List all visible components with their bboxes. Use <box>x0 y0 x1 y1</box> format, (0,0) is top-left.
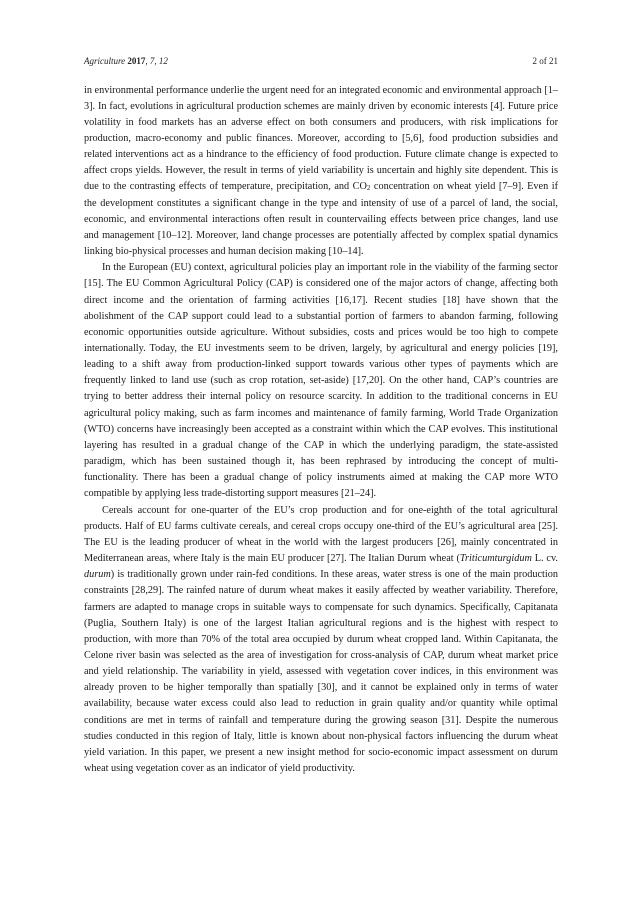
paragraph-continued <box>84 83 558 261</box>
paragraph-text: concentration on wheat yield [7–9]. Even if the development constitutes a significant change in the type and intensity of use of a parcel of land, the social, economic, and environmental interactions often result in countervailing effects between price changes, land use and management [10–12]. Moreover, land change processes are potentially affected by complex spatial dynamics linking bio-physical processes and human decision making [10–14]. <box>84 181 558 258</box>
paragraph-eu-context: In the European (EU) context, agricultural policies play an important role in the viability of the farming sector [15]. The EU Common Agricultural Policy (CAP) is considered one of the major actors of change, affecting both direct income and the orientation of farming activities [16,17]. Recent studies [18] have shown that the abolishment of the CAP support could lead to a substantial portion of farmers to abandon farming, following economic opportunities outside agriculture. Without subsidies, costs and prices would be too high to compete internationally. Today, the EU investments seem to be driven, largely, by agricultural and energy policies [19], leading to a shift away from production-linked support towards various other types of payments which are frequently linked to land use (such as crop rotation, set-aside) [17,20]. On the other hand, CAP’s countries are trying to better address their internal policy on resource scarcity. In addition to the traditional concerns in EU agricultural policy making, such as farm incomes and maintenance of family farming, World Trade Organization (WTO) concerns have increasingly been accepted as a constraint within which the CAP evolves. This institutional layering has resulted in a gradual change of the CAP in which the underlying paradigm, the state-assisted paradigm, which has been sustained though it, has been rephrased by introducing the concept of multi-functionality. There has been a gradual change of policy instruments aimed at making the CAP more WTO compatible by applying less trade-distorting support measures [21–24]. <box>84 262 558 500</box>
journal-volume-issue: , 7, 12 <box>145 56 168 66</box>
journal-name: Agriculture <box>84 56 126 66</box>
subscript: 2 <box>366 184 371 193</box>
paragraph-text: ) is traditionally grown under rain-fed conditions. In these areas, water stress is one of the main production constraints [28,29]. The rainfed nature of durum wheat makes it easily affected by weather variability. Therefore, farmers are adapted to manage crops in suitable ways to compensate for such dynamics. Specifically, Capitanata (Puglia, Southern Italy) is one of the largest Italian agricultural regions and is the highest with respect to production, with more than 70% of the total area occupied by durum wheat cropped land. Within Capitanata, the Celone river basin was selected as the area of investigation for cross-analysis of CAP, durum wheat market price and yield relationship. The variability in yield, assessed with vegetation cover indices, in this environment was already proven to be higher temporally than spatially [30], and it cannot be explained only in terms of water availability, because water excess could also lead to reduction in grain quality and/or quantity while optimal conditions are met in terms of rainfall and temperature during the growing season [31]. Despite the numerous studies conducted in this region of Italy, little is known about non-physical factors influencing the durum wheat yield variation. In this paper, we present a new insight method for socio-economic impact assessment on durum wheat using vegetation cover as an indicator of yield productivity. <box>84 569 558 775</box>
journal-year: 2017 <box>127 56 146 66</box>
species-name: Triticumturgidum <box>459 553 532 565</box>
page-number: 2 of 21 <box>532 56 558 66</box>
cultivar-name: durum <box>84 569 111 581</box>
paragraph-text: L. cv. <box>531 553 558 565</box>
journal-citation <box>84 56 168 66</box>
paragraph-text: Cereals account for one-quarter of the EU’s crop production and for one-eighth of the total agricultural products. Half of EU farms cultivate cereals, and cereal crops occupy one-third of the EU’s agricultural area [25]. The EU is the leading producer of wheat in the world with the largest producers [26], mainly concentrated in Mediterranean areas, where Italy is the main EU producer [27]. The Italian Durum wheat ( <box>84 504 558 565</box>
paragraph-text: in environmental performance underlie the urgent need for an integrated economic and environmental approach [1–3]. In fact, evolutions in agricultural production schemes are mainly driven by economic interests [4]. Future price volatility in food markets has an adverse effect on both consumers and producers, with risk implications for production, macro-economy and public finances. Moreover, according to [5,6], food production subsidies and related interventions act as a hindrance to the efficiency of food production. Future climate change is expected to affect crops yields. However, the result in terms of yield variability is uncertain and highly site dependent. This is due to the contrasting effects of temperature, precipitation, and CO <box>84 84 558 193</box>
running-header <box>84 56 558 70</box>
body-text <box>84 83 558 778</box>
paragraph-cereals <box>84 503 558 778</box>
